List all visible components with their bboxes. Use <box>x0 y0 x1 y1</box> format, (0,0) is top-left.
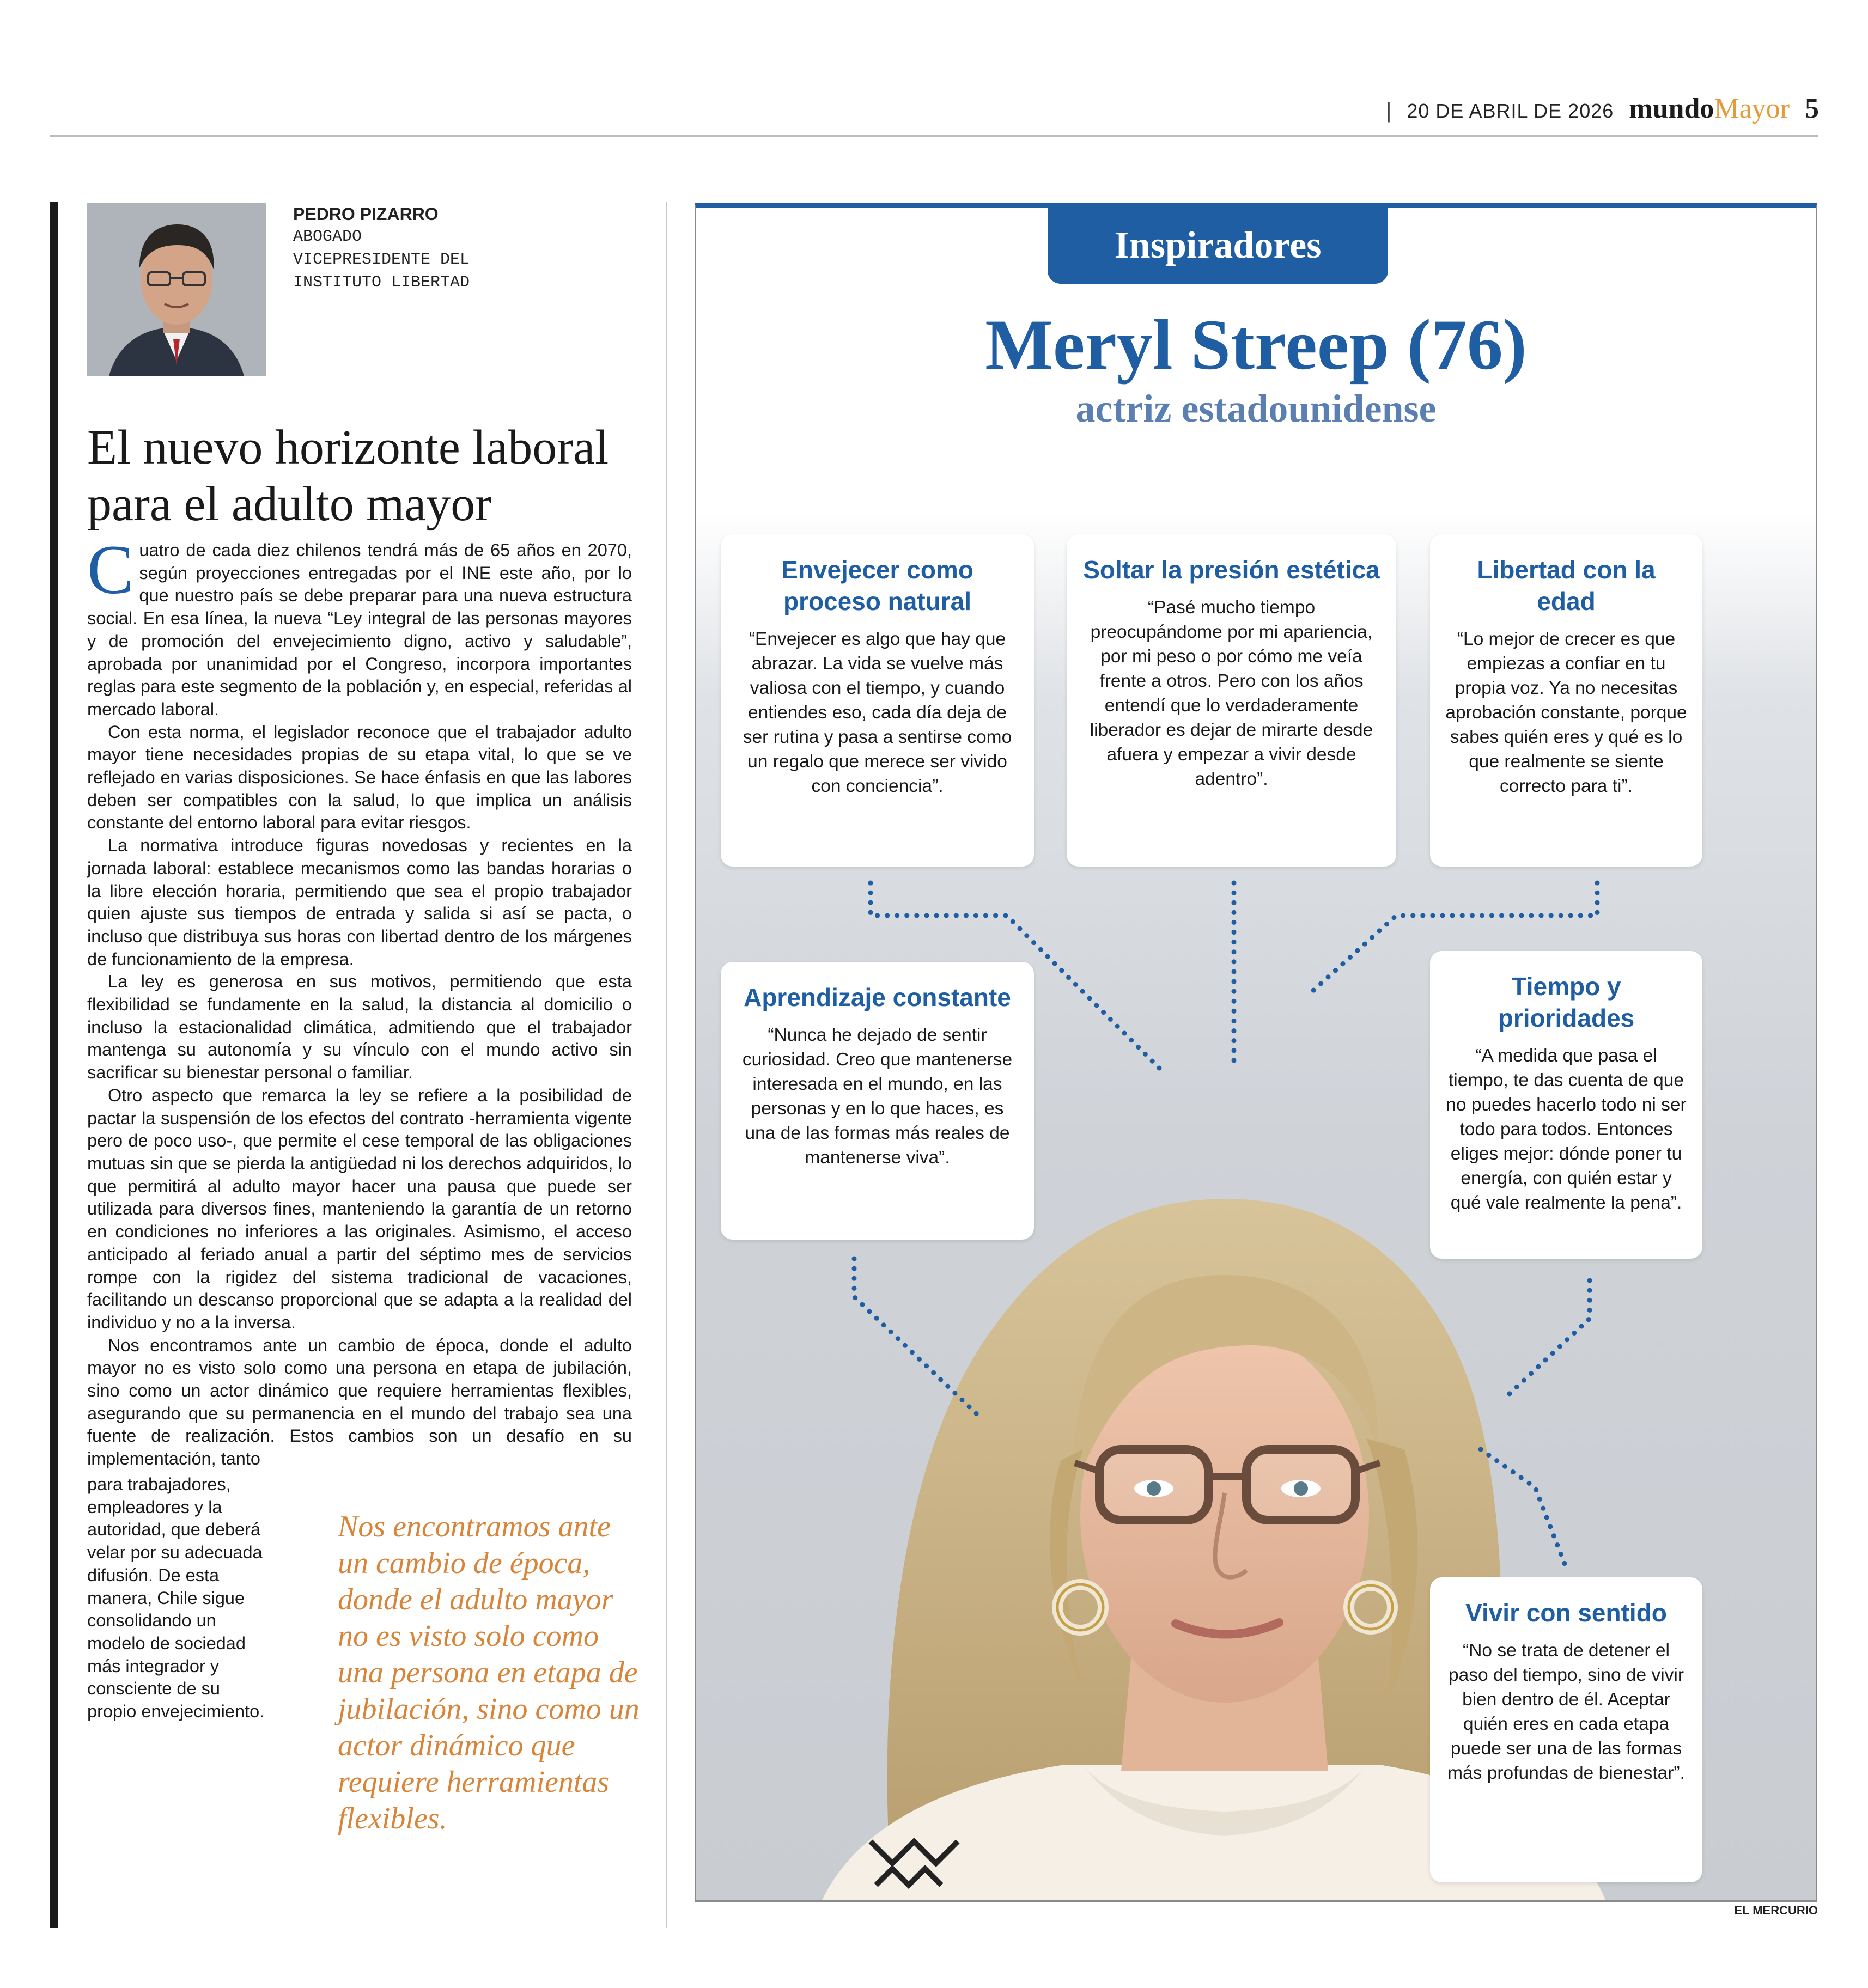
quote-card <box>1430 534 1702 867</box>
drop-cap: C <box>87 531 134 608</box>
header-separator: | <box>1386 99 1392 123</box>
quote-card-title: Aprendizaje constante <box>744 983 1011 1011</box>
quote-card-text: “No se trata de detener el paso del tiempo, sino de vivir bien dentro de él. Aceptar quién eres en cada etapa puede ser una de las formas más profundas de bienestar”. <box>1447 1641 1685 1783</box>
quote-card-title: Envejecer como proceso natural <box>781 556 973 615</box>
article-body <box>87 531 632 1471</box>
profile-name: Meryl Streep (76) <box>985 304 1527 385</box>
column-left-bar <box>50 202 58 1928</box>
author-role: INSTITUTO LIBERTAD <box>293 273 470 292</box>
quote-card-text: “A medida que pasa el tiempo, te das cuenta de que no puedes hacerlo todo ni ser todo para todos. Entonces eliges mejor: dónde poner tu energía, con quién estar y qué vale realmente la pena”. <box>1446 1046 1687 1213</box>
author-name: PEDRO PIZARRO <box>293 204 439 224</box>
article-headline: El nuevo horizonte laboral para el adulto mayor <box>87 420 609 531</box>
quote-card-text: “Nunca he dejado de sentir curiosidad. Creo que mantenerse interesada en el mundo, en las personas y en lo que haces, es una de las formas más reales de mantenerse viva”. <box>742 1025 1013 1168</box>
author-photo <box>87 203 266 376</box>
quote-card-title: Tiempo y prioridades <box>1498 972 1635 1032</box>
quote-card-text: “Envejecer es algo que hay que abrazar. La vida se vuelve más valiosa con el tiempo, y cuando entiendes eso, cada día deja de ser rutina y pasa a sentirse como un regalo que merece ser vivido con conciencia”. <box>743 629 1012 796</box>
quote-card <box>1067 534 1396 867</box>
article-paragraph: Otro aspecto que remarca la ley se refiere a la posibilidad de pactar la suspensión de los efectos del contrato -herramienta vigente pero de poco uso-, que permite el cese temporal de las obligaciones mutuas sin que se pierda la antigüedad ni los derechos adquiridos, lo que permitirá al adulto mayor hacer una pausa que puede ser utilizada para diversos fines, manteniendo la garantía de un retorno en condiciones no inferiores a las originales. Asimismo, el acceso anticipado al feriado anual a partir del séptimo mes de servicios rompe con la rigidez del sistema tradicional de vacaciones, facilitando un descanso proporcional que se adapta a la realidad del individuo y no a la inversa. <box>87 1085 632 1332</box>
quote-card <box>721 962 1034 1240</box>
quote-card-text: “Pasé mucho tiempo preocupándome por mi apariencia, por mi peso o por cómo me veía frente a otros. Pero con los años entendí que lo verdaderamente liberador es dejar de mirarte desde afuera y empezar a vivir desde adentro”. <box>1090 597 1373 789</box>
article-paragraph: La ley es generosa en sus motivos, permitiendo que esta flexibilidad se fundamente en la salud, la distancia al domicilio o incluso la estacionalidad climática, admitiendo que el trabajador mantenga su autonomía y su vínculo con el mundo activo sin sacrificar su bienestar personal o familiar. <box>87 972 632 1083</box>
quote-card-title: Vivir con sentido <box>1465 1599 1667 1627</box>
header-rule <box>50 135 1818 137</box>
issue-date: 20 DE ABRIL DE 2026 <box>1407 100 1614 122</box>
article-paragraph: La normativa introduce figuras novedosas y recientes en la jornada laboral: establece mecanismos como las bandas horarias o la libre elección horaria, permitiendo que sea el propio trabajador quien ajuste sus tiempos de entrada y salida si así se pacta, o incluso que distribuya sus horas con libertad dentro de los márgenes de funcionamiento de la empresa. <box>87 836 632 969</box>
article-paragraph: Con esta norma, el legislador reconoce que el trabajador adulto mayor tiene necesidades propias de su etapa vital, lo que se ve reflejado en varias disposiciones. Se hace énfasis en que las labores deben ser compatibles con la salud, lo que implica un análisis constante del entorno laboral para evitar riesgos. <box>87 722 632 833</box>
pull-quote: Nos encontramos ante un cambio de época, donde el adulto mayor no es visto solo como una persona en etapa de jubilación, sino como un actor dinámico que requiere herramientas flexibles. <box>338 1510 640 1835</box>
quote-card-title: Libertad con la edad <box>1477 556 1656 615</box>
footer-source: EL MERCURIO <box>1734 1904 1818 1917</box>
author-credit <box>293 203 470 294</box>
article-paragraph-continuation: para trabajadores, empleadores y la autoridad, que deberá velar por su adecuada difusión. De esta manera, Chile sigue consolidando un modelo de sociedad más integrador y consciente de su propio envejecimiento. <box>87 1474 265 1722</box>
quote-card <box>721 534 1034 867</box>
brand-logo: mundoMayor <box>1629 93 1790 124</box>
column-separator <box>666 202 667 1928</box>
article-paragraph: Nos encontramos ante un cambio de época, donde el adulto mayor no es visto solo como una persona en etapa de jubilación, sino como un actor dinámico que requiere herramientas flexibles, asegurando que su permanencia en el mundo del trabajo sea una fuente de realización. Estos cambios son un desafío en su implementación, tanto <box>87 1335 632 1469</box>
profile-subtitle: actriz estadounidense <box>1075 387 1437 430</box>
page-header <box>1386 93 1819 125</box>
quote-card-text: “Lo mejor de crecer es que empiezas a confiar en tu propia voz. Ya no necesitas aprobación constante, porque sabes quién eres y qué es lo que realmente se siente correcto para ti”. <box>1445 629 1687 796</box>
author-role: VICEPRESIDENTE DEL <box>293 251 470 269</box>
article-paragraph: Cuatro de cada diez chilenos tendrá más de 65 años en 2070, según proyecciones entregadas por el INE este año, por lo que nuestro país se debe preparar para una nueva estructura social. En esa línea, la nueva “Ley integral de las personas mayores y de promoción del envejecimiento digno, activo y saludable”, aprobada por unanimidad por el Congreso, incorpora importantes reglas para este segmento de la población y, en especial, referidas al mercado laboral. <box>87 531 632 719</box>
section-tag: Inspiradores <box>1048 208 1388 284</box>
quote-card-title: Soltar la presión estética <box>1083 556 1380 584</box>
author-role: ABOGADO <box>293 228 362 246</box>
inspiradores-panel <box>695 203 1817 1902</box>
page-number: 5 <box>1805 93 1819 124</box>
quote-card <box>1430 951 1702 1259</box>
quote-card <box>1430 1577 1702 1882</box>
